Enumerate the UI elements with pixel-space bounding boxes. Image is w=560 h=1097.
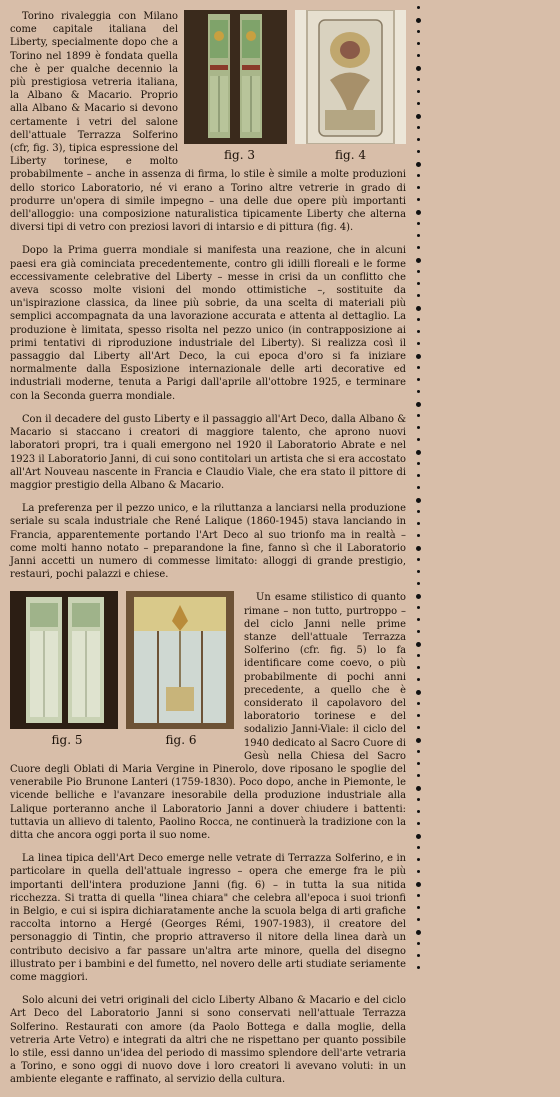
divider-dot: [417, 126, 420, 129]
divider-dot: [417, 630, 420, 633]
divider-dot: [416, 354, 421, 359]
divider-dot: [417, 942, 420, 945]
divider-dot: [417, 222, 420, 225]
figure-group-3-4: [184, 10, 406, 162]
divider-dot: [417, 138, 420, 141]
divider-dot: [417, 42, 420, 45]
divider-dot: [417, 894, 420, 897]
divider-dot: [417, 330, 420, 333]
divider-dot: [417, 390, 420, 393]
paragraph-1: Torino rivaleggia con Milano come capitale italiana del Liberty, specialmente dopo che a Torino nel 1899 è fondata quella che è per qualche decennio la più prestigiosa vetreria italiana, la Albano & Macario. Proprio alla Albano & Macario si devono certamente i vetri del salone dell'attuale Terrazza Solferino (cfr, fig. 3), tipica espressione del Liberty torinese, e molto probabilmente – anche in assenza di firma, lo stile è simile a molte produzioni dello storico Laboratorio, né vi erano a Torino altre vetrerie in grado di produrre un'opera di simile impegno – una delle due opere più importanti dell'alloggio: una composizione naturalistica tipicamente Liberty che alterna diversi tipi di vetro con preziosi lavori di intarsio e di pittura (fig. 4).: [10, 11, 406, 234]
divider-dot: [417, 414, 420, 417]
divider-dot: [416, 594, 421, 599]
divider-dot: [416, 546, 421, 551]
divider-dot: [417, 6, 420, 9]
divider-dot: [416, 402, 421, 407]
stained-glass-window-fig6: [126, 591, 234, 729]
divider-dot: [417, 234, 420, 237]
divider-dot: [417, 954, 420, 957]
divider-dot: [417, 186, 420, 189]
divider-dot: [417, 702, 420, 705]
divider-dot: [417, 474, 420, 477]
divider-dot: [416, 306, 421, 311]
stained-glass-door-fig4: [295, 10, 406, 144]
divider-dot: [417, 522, 420, 525]
caption-fig3: fig. 3: [224, 148, 255, 162]
caption-fig5: fig. 5: [51, 733, 83, 748]
divider-dot: [417, 618, 420, 621]
figure-group-5-6: [10, 591, 238, 747]
paragraph-3: Con il decadere del gusto Liberty e il passaggio all'Art Deco, dalla Albano & Macario si staccano i creatori di maggiore talento, che aprono nuovi laboratori propri, tra i quali emergono nel 1920 il Laboratorio Abrate e nel 1923 il Laboratorio Janni, di cui sono contitolari un artista che si era accostato all'Art Nouveau nascente in Francia e Claudio Viale, che era stato il pittore di maggior prestigio della Albano & Macario.: [10, 413, 406, 491]
divider-dot: [417, 870, 420, 873]
divider-dot: [417, 246, 420, 249]
divider-dot: [417, 678, 420, 681]
divider-dot: [417, 318, 420, 321]
divider-dot: [417, 90, 420, 93]
divider-dot: [417, 714, 420, 717]
divider-dot: [417, 858, 420, 861]
article-column: [10, 10, 406, 1097]
paragraph-6: La linea tipica dell'Art Deco emerge nelle vetrate di Terrazza Solferino, e in particolare in quella dell'attuale ingresso – opera che emerge fra le più importanti dell'intera produzione Janni (fig. 6) – in tutta la sua nitida ricchezza. Si tratta di quella "linea chiara" che celebra all'epoca i suoi trionfi in Belgio, e cui si ispira dichiaratamente anche la scuola belga di arti grafiche raccolta intorno a Hergé (Georges Rémi, 1907-1983), il creatore del personaggio di Tintin, che proprio attraverso il nitore della linea darà un contributo decisivo a far passare un'altra arte minore, quella del disegno illustrato per i bambini e del fumetto, nel novero delle arti studiate seriamente come maggiori.: [10, 853, 406, 984]
dotted-divider: [413, 0, 425, 971]
divider-dot: [417, 294, 420, 297]
divider-dot: [417, 78, 420, 81]
divider-dot: [416, 690, 421, 695]
divider-dot: [417, 570, 420, 573]
divider-dot: [417, 582, 420, 585]
divider-dot: [417, 966, 420, 969]
divider-dot: [417, 798, 420, 801]
divider-dot: [417, 438, 420, 441]
divider-dot: [417, 750, 420, 753]
divider-dot: [416, 66, 421, 71]
divider-dot: [417, 54, 420, 57]
divider-dot: [416, 786, 421, 791]
divider-dot: [417, 510, 420, 513]
divider-dot: [417, 426, 420, 429]
divider-dot: [417, 198, 420, 201]
divider-dot: [416, 930, 421, 935]
divider-dot: [417, 810, 420, 813]
divider-dot: [417, 342, 420, 345]
divider-dot: [417, 150, 420, 153]
divider-dot: [417, 486, 420, 489]
divider-dot: [416, 210, 421, 215]
divider-dot: [417, 558, 420, 561]
stained-glass-window-fig5: [10, 591, 118, 729]
divider-dot: [417, 534, 420, 537]
caption-fig6: fig. 6: [165, 733, 197, 748]
divider-dot: [417, 762, 420, 765]
divider-dot: [416, 498, 421, 503]
divider-dot: [417, 822, 420, 825]
divider-dot: [417, 654, 420, 657]
divider-dot: [417, 30, 420, 33]
divider-dot: [417, 378, 420, 381]
divider-dot: [416, 834, 421, 839]
divider-dot: [416, 162, 421, 167]
divider-dot: [417, 846, 420, 849]
divider-dot: [417, 282, 420, 285]
divider-dot: [416, 738, 421, 743]
divider-dot: [417, 606, 420, 609]
divider-dot: [417, 726, 420, 729]
divider-dot: [416, 450, 421, 455]
stained-glass-window-fig3: [184, 10, 287, 144]
paragraph-4: La preferenza per il pezzo unico, e la riluttanza a lanciarsi nella produzione seriale su scala industriale che René Lalique (1860-1945) stava lanciando in Francia, apparentemente portando l'Art Deco al suo trionfo ma in realtà – come molti hanno notato – preparandone la fine, fanno sì che il Laboratorio Janni accetti un numero di commesse limitato: alloggi di grande prestigio, restauri, pochi palazzi e chiese.: [10, 503, 406, 581]
divider-dot: [417, 462, 420, 465]
divider-dot: [416, 642, 421, 647]
divider-dot: [417, 906, 420, 909]
divider-dot: [417, 174, 420, 177]
divider-dot: [416, 18, 421, 23]
divider-dot: [416, 882, 421, 887]
paragraph-5: Un esame stilistico di quanto rimane – non tutto, purtroppo – del ciclo Janni nelle prime stanze dell'attuale Terrazza Solferino (cfr. fig. 5) lo fa identificare come coevo, o più probabilmente di pochi anni precedente, a quello che è considerato il capolavoro del laboratorio torinese e del sodalizio Janni-Viale: il ciclo del 1940 dedicato al Sacro Cuore di Gesù nella Chiesa del Sacro Cuore degli Oblati di Maria Vergine in Pinerolo, dove riposano le spoglie del venerabile Pio Brunone Lanteri (1759-1830). Poco dopo, anche in Piemonte, le vicende belliche e l'avanzare inesorabile della produzione industriale alla Lalique porteranno anche il Laboratorio Janni a dover chiudere i battenti: tuttavia un allievo di talento, Paolino Rocca, ne continuerà la tradizione con la ditta che ancora oggi porta il suo nome.: [10, 592, 406, 841]
divider-dot: [416, 114, 421, 119]
paragraph-7: Solo alcuni dei vetri originali del ciclo Liberty Albano & Macario e del ciclo Art Deco del Laboratorio Janni si sono conservati nell'attuale Terrazza Solferino. Restaurati con amore (da Paolo Bottega e dalla moglie, della vetreria Arte Vetro) e integrati da altri che ne rispettano per quanto possibile lo stile, essi danno un'idea del periodo di massimo splendore dell'arte vetraria a Torino, e sono oggi di nuovo dove i loro creatori li avevano voluti: in un ambiente elegante e raffinato, al servizio della cultura.: [10, 995, 406, 1086]
divider-dot: [416, 258, 421, 263]
divider-dot: [417, 270, 420, 273]
paragraph-2: Dopo la Prima guerra mondiale si manifesta una reazione, che in alcuni paesi era già cominciata precedentemente, contro gli idilli floreali e le forme eccessivamente celebrative del Liberty – messe in crisi da un conflitto che aveva scosso molte visioni del mondo ottimistiche –, sostituite da un'ispirazione classica, da linee più sobrie, da una scelta di materiali più semplici accompagnata da una lavorazione accurata e attenta al dettaglio. La produzione è limitata, spesso risolta nel pezzo unico (in contrapposizione ai primi tentativi di riproduzione industriale del Liberty). Si realizza così il passaggio dal Liberty all'Art Deco, la cui epoca d'oro si fa iniziare normalmente dalla Esposizione internazionale delle arti decorative ed industriali moderne, tenuta a Parigi dall'aprile all'ottobre 1925, e terminare con la Seconda guerra mondiale.: [10, 245, 406, 402]
caption-fig4: fig. 4: [335, 148, 366, 162]
divider-dot: [417, 366, 420, 369]
divider-dot: [417, 102, 420, 105]
divider-dot: [417, 774, 420, 777]
divider-dot: [417, 666, 420, 669]
divider-dot: [417, 918, 420, 921]
